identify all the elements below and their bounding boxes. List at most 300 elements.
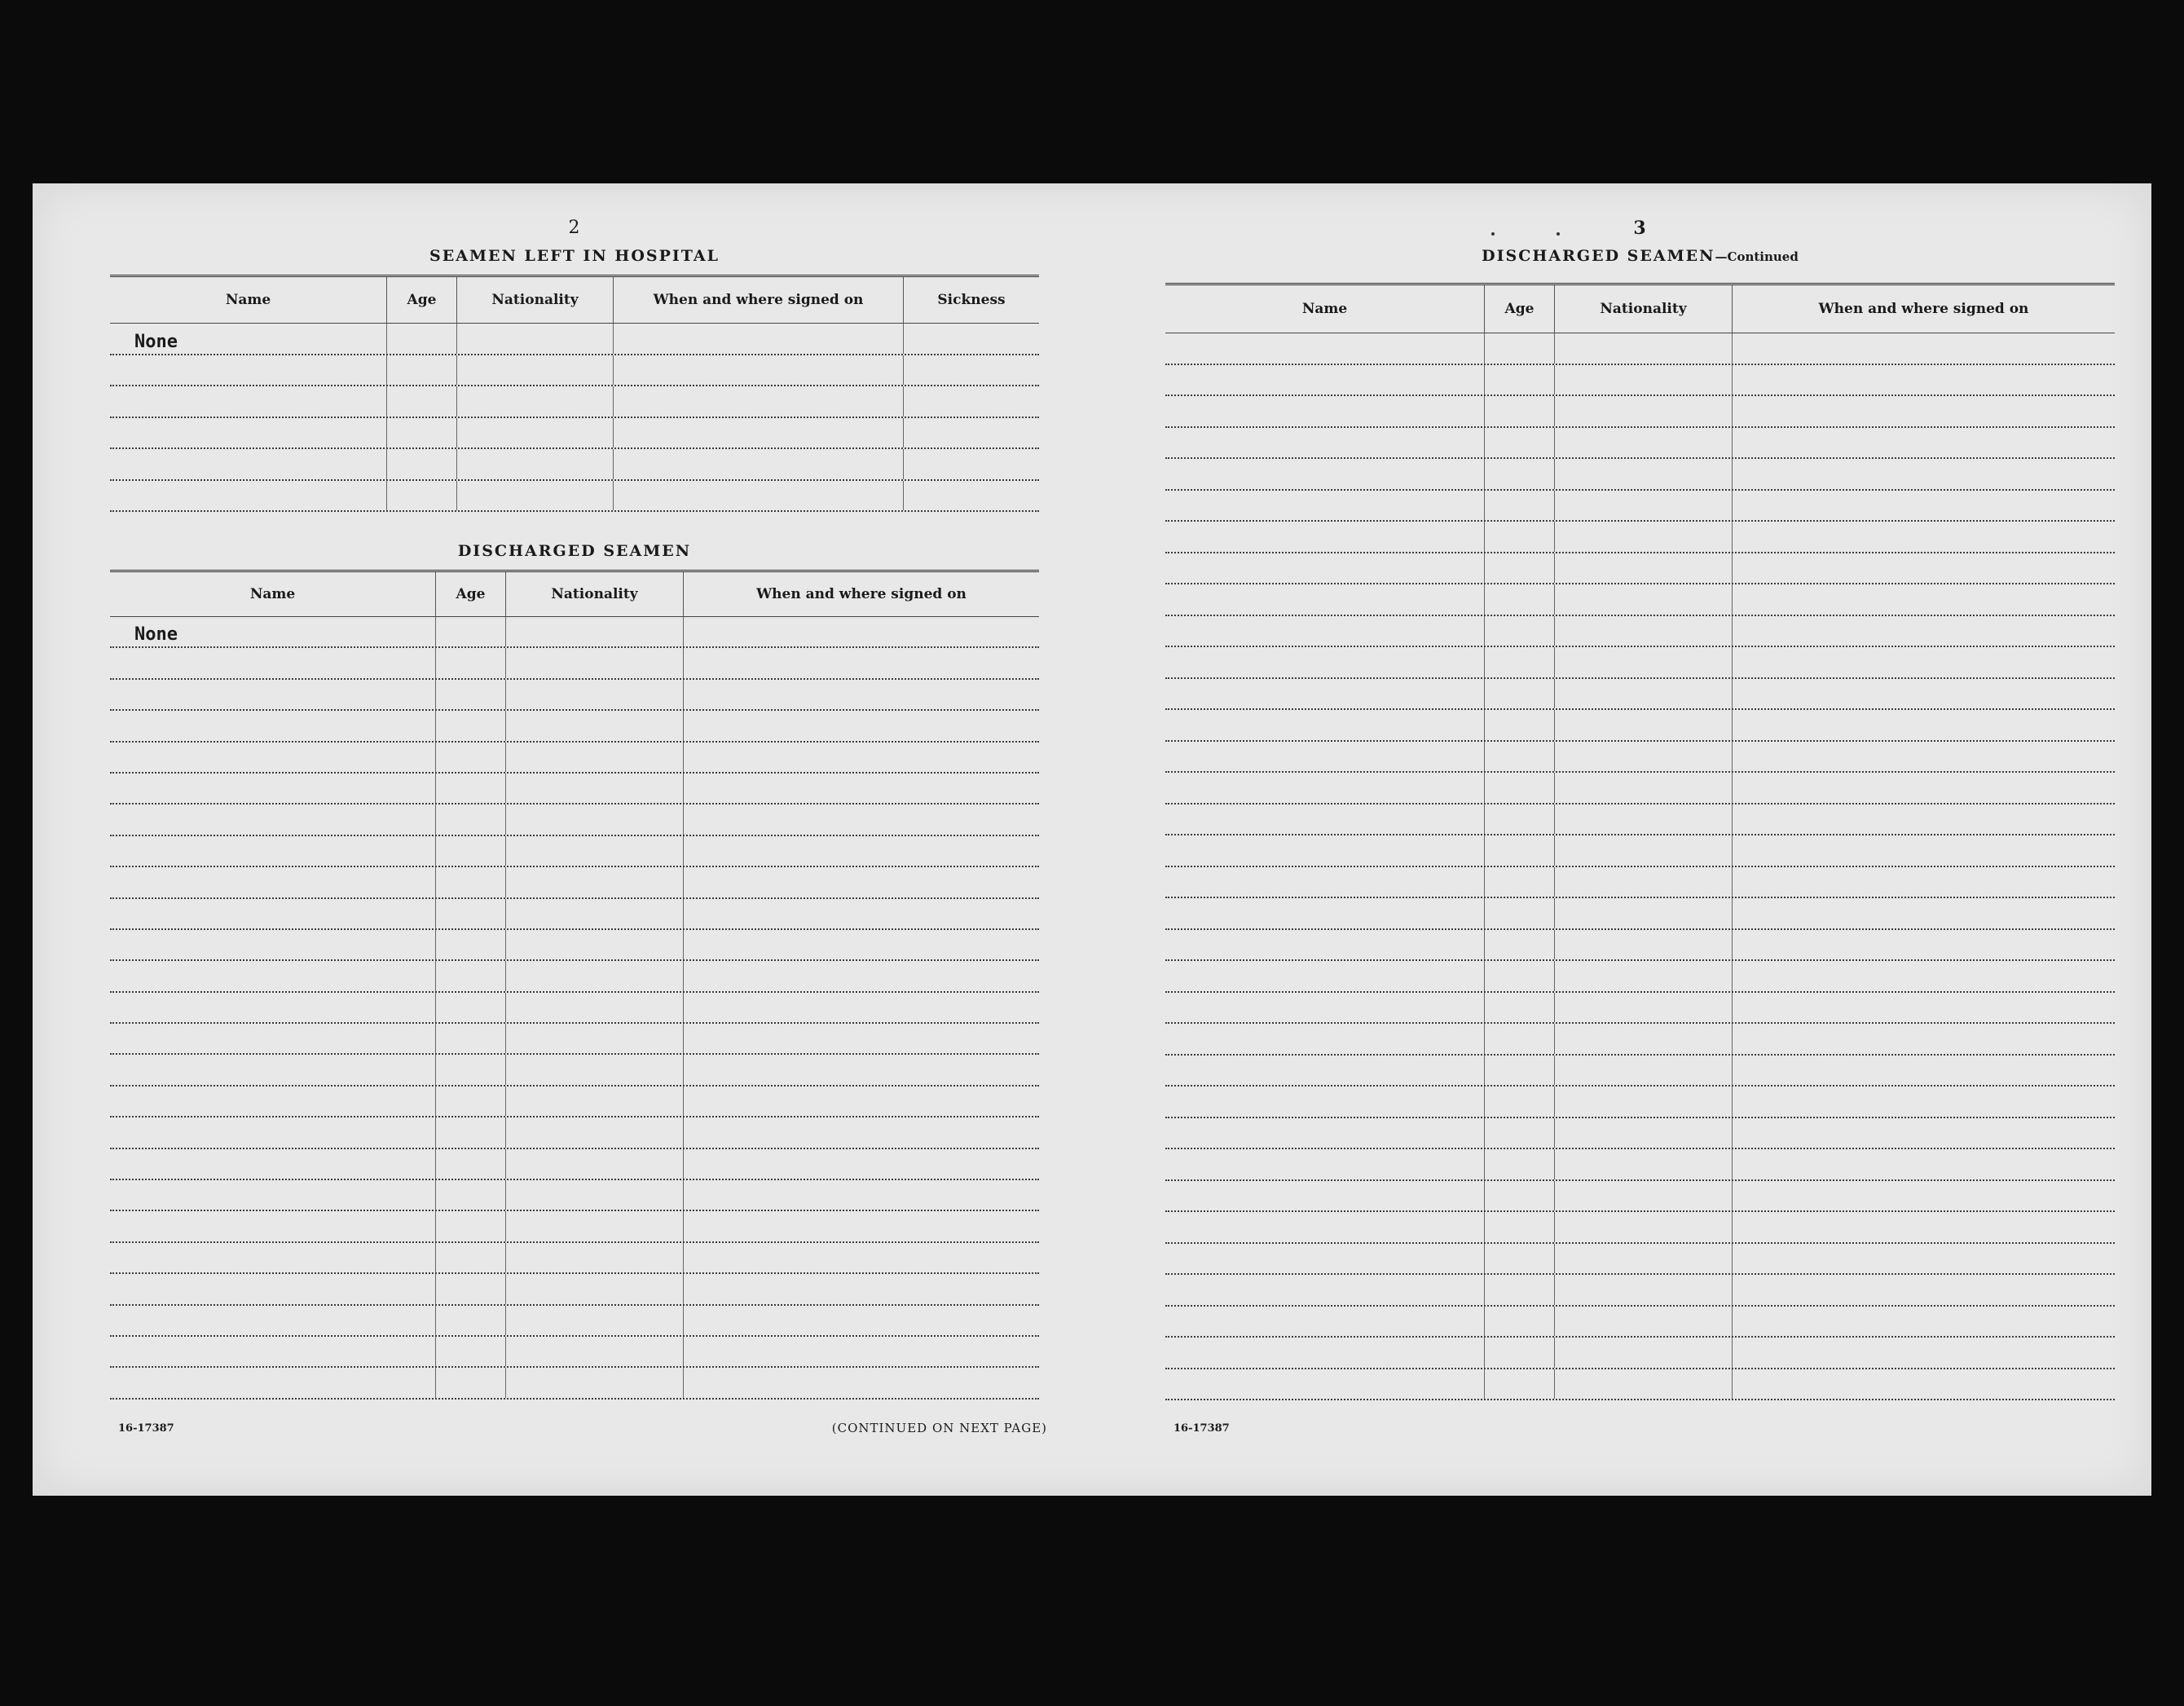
cell-when-and-where-signed-on	[1733, 1369, 2115, 1400]
table-row	[1165, 1212, 2115, 1244]
cell-nationality	[1555, 491, 1733, 521]
column-header-nationality: Nationality	[457, 277, 614, 323]
table-row	[110, 993, 1039, 1024]
table-row	[110, 1087, 1039, 1117]
cell-name	[1165, 491, 1485, 521]
cell-when-and-where-signed-on	[1733, 773, 2115, 803]
cell-age	[1485, 1275, 1555, 1305]
table-row	[1165, 647, 2115, 679]
cell-nationality	[1555, 742, 1733, 772]
cell-age	[1485, 647, 1555, 677]
table-row	[110, 418, 1039, 450]
cell-nationality	[1555, 805, 1733, 835]
cell-when-and-where-signed-on	[684, 1368, 1039, 1397]
cell-age	[1485, 993, 1555, 1023]
hospital-table-rows	[110, 324, 1039, 512]
cell-when-and-where-signed-on	[684, 899, 1039, 928]
right-page	[1165, 183, 2115, 1496]
left-page	[110, 183, 1047, 1496]
cell-nationality	[457, 324, 614, 354]
column-header-when-and-where-signed-on: When and where signed on	[756, 586, 967, 602]
cell-age	[1485, 1369, 1555, 1400]
cell-when-and-where-signed-on	[1733, 459, 2115, 489]
table-row	[1165, 1275, 2115, 1307]
cell-name	[1165, 1369, 1485, 1400]
cell-age	[1485, 1181, 1555, 1211]
cell-nationality	[1555, 835, 1733, 866]
cell-age	[436, 743, 506, 772]
right-section-title	[1165, 247, 2115, 265]
cell-when-and-where-signed-on	[1733, 961, 2115, 991]
column-header-age: Age	[436, 572, 506, 616]
discharged-table-rows	[110, 617, 1039, 1400]
cell-name: None	[110, 617, 436, 646]
cell-nationality	[1555, 898, 1733, 928]
cell-nationality	[506, 899, 684, 928]
cell-nationality	[457, 481, 614, 511]
column-header-name: Name	[110, 277, 387, 323]
cell-when-and-where-signed-on	[684, 1337, 1039, 1366]
cell-age	[1485, 742, 1555, 772]
cell-age	[436, 1055, 506, 1084]
table-row	[110, 743, 1039, 774]
cell-nationality	[1555, 616, 1733, 646]
cell-name	[110, 899, 436, 928]
table-row	[110, 386, 1039, 418]
cell-name	[110, 993, 436, 1022]
cell-when-and-where-signed-on	[684, 1087, 1039, 1116]
cell-nationality	[1555, 1212, 1733, 1242]
cell-when-and-where-signed-on	[1733, 1181, 2115, 1211]
cell-age	[1485, 930, 1555, 960]
cell-when-and-where-signed-on	[1733, 396, 2115, 426]
table-row	[110, 1055, 1039, 1086]
cell-age	[387, 449, 457, 479]
cell-when-and-where-signed-on	[1733, 553, 2115, 584]
cell-age	[1485, 835, 1555, 866]
cell-when-and-where-signed-on	[1733, 584, 2115, 615]
cell-nationality	[1555, 1369, 1733, 1400]
cell-age	[1485, 396, 1555, 426]
cell-when-and-where-signed-on	[614, 418, 904, 448]
cell-name	[1165, 1307, 1485, 1337]
cell-age	[1485, 1338, 1555, 1368]
cell-when-and-where-signed-on	[684, 836, 1039, 866]
cell-age	[436, 1180, 506, 1210]
cell-when-and-where-signed-on	[614, 355, 904, 386]
cell-when-and-where-signed-on	[1733, 1149, 2115, 1179]
cell-age	[436, 899, 506, 928]
cell-nationality	[1555, 867, 1733, 897]
cell-name	[110, 1368, 436, 1397]
table-row	[110, 1306, 1039, 1337]
cell-age	[1485, 1024, 1555, 1054]
cell-nationality	[506, 743, 684, 772]
column-header-age: Age	[1485, 285, 1555, 333]
table-row	[1165, 867, 2115, 899]
table-row	[1165, 993, 2115, 1025]
cell-age	[436, 993, 506, 1022]
cell-nationality	[506, 680, 684, 709]
cell-name	[1165, 1118, 1485, 1148]
cell-age	[1485, 867, 1555, 897]
cell-nationality	[506, 1274, 684, 1303]
table-row	[1165, 616, 2115, 648]
cell-when-and-where-signed-on	[1733, 333, 2115, 364]
cell-nationality	[506, 1243, 684, 1272]
cell-when-and-where-signed-on	[684, 1306, 1039, 1335]
cell-age	[1485, 584, 1555, 615]
cell-age	[436, 1337, 506, 1366]
cell-nationality	[506, 1180, 684, 1210]
cell-when-and-where-signed-on	[1733, 867, 2115, 897]
cell-name	[110, 1024, 436, 1053]
cell-nationality	[1555, 553, 1733, 584]
hospital-table-header	[110, 277, 1039, 324]
cell-nationality	[1555, 1338, 1733, 1368]
cell-age	[1485, 491, 1555, 521]
cell-name	[1165, 428, 1485, 458]
cell-name	[1165, 1212, 1485, 1242]
cell-age	[387, 386, 457, 417]
column-header-nationality: Nationality	[1555, 285, 1733, 333]
cell-age	[387, 418, 457, 448]
cell-when-and-where-signed-on	[1733, 1118, 2115, 1148]
cell-age	[436, 961, 506, 990]
cell-name	[1165, 1181, 1485, 1211]
table-row	[110, 1149, 1039, 1180]
cell-nationality	[1555, 1307, 1733, 1337]
cell-nationality	[1555, 1056, 1733, 1086]
cell-name	[1165, 1244, 1485, 1274]
cell-name	[110, 836, 436, 866]
cell-when-and-where-signed-on	[684, 774, 1039, 803]
cell-name	[1165, 835, 1485, 866]
cell-age	[436, 1243, 506, 1272]
cell-name	[1165, 1024, 1485, 1054]
cell-name	[1165, 898, 1485, 928]
cell-age	[436, 774, 506, 803]
cell-name	[110, 449, 387, 479]
cell-name	[1165, 1087, 1485, 1117]
right-table-header	[1165, 285, 2115, 333]
cell-age	[1485, 522, 1555, 552]
cell-nationality	[1555, 647, 1733, 677]
table-row	[1165, 898, 2115, 930]
cell-name	[110, 1180, 436, 1210]
cell-nationality	[506, 1149, 684, 1179]
cell-nationality	[506, 1337, 684, 1366]
cell-when-and-where-signed-on	[1733, 898, 2115, 928]
form-code-left: 16-17387	[118, 1422, 174, 1435]
right-table-rows	[1165, 333, 2115, 1400]
cell-name	[110, 930, 436, 959]
cell-age	[1485, 898, 1555, 928]
cell-name	[1165, 961, 1485, 991]
column-header-when-and-where-signed-on: When and where signed on	[1818, 301, 2029, 317]
cell-age	[1485, 773, 1555, 803]
table-row	[110, 648, 1039, 679]
cell-name	[110, 1087, 436, 1116]
cell-name	[1165, 396, 1485, 426]
right-title-main: DISCHARGED SEAMEN	[1482, 247, 1715, 265]
cell-name	[110, 1117, 436, 1147]
table-row	[110, 324, 1039, 355]
cell-nationality	[506, 774, 684, 803]
cell-nationality	[506, 1117, 684, 1147]
table-row	[110, 1368, 1039, 1399]
table-row	[1165, 1024, 2115, 1056]
cell-name	[1165, 805, 1485, 835]
table-row	[110, 617, 1039, 648]
cell-when-and-where-signed-on	[684, 1024, 1039, 1053]
cell-when-and-where-signed-on	[1733, 1087, 2115, 1117]
cell-when-and-where-signed-on	[684, 1274, 1039, 1303]
cell-name	[110, 481, 387, 511]
table-row	[110, 1024, 1039, 1055]
column-header-sickness: Sickness	[937, 292, 1006, 308]
cell-nationality	[1555, 584, 1733, 615]
cell-name	[1165, 773, 1485, 803]
table-row	[110, 930, 1039, 961]
table-row	[110, 449, 1039, 481]
table-row	[110, 1117, 1039, 1148]
cell-age	[1485, 553, 1555, 584]
table-row	[1165, 365, 2115, 397]
cell-sickness	[904, 386, 1039, 417]
cell-name	[1165, 1338, 1485, 1368]
cell-name	[1165, 1056, 1485, 1086]
cell-age	[1485, 961, 1555, 991]
cell-nationality	[457, 449, 614, 479]
discharged-table	[110, 570, 1039, 1400]
cell-age	[1485, 1087, 1555, 1117]
cell-when-and-where-signed-on	[1733, 1024, 2115, 1054]
cell-age	[436, 617, 506, 646]
table-row	[110, 805, 1039, 835]
cell-age	[1485, 710, 1555, 740]
cell-nationality	[1555, 365, 1733, 395]
cell-name	[110, 961, 436, 990]
cell-age	[436, 1211, 506, 1241]
table-row	[110, 1274, 1039, 1305]
form-code-right: 16-17387	[1173, 1422, 1230, 1435]
table-row	[1165, 835, 2115, 867]
table-row	[1165, 459, 2115, 491]
cell-age	[387, 324, 457, 354]
cell-age	[436, 648, 506, 677]
cell-name	[110, 1337, 436, 1366]
cell-when-and-where-signed-on	[684, 711, 1039, 740]
cell-when-and-where-signed-on	[684, 680, 1039, 709]
cell-when-and-where-signed-on	[1733, 742, 2115, 772]
cell-name	[1165, 647, 1485, 677]
cell-name	[110, 1055, 436, 1084]
page-number-left: 2	[568, 218, 581, 238]
right-discharged-table	[1165, 283, 2115, 1400]
cell-name	[1165, 679, 1485, 709]
cell-name	[1165, 584, 1485, 615]
cell-name	[1165, 710, 1485, 740]
table-row	[1165, 773, 2115, 805]
cell-when-and-where-signed-on	[1733, 647, 2115, 677]
cell-age	[436, 1024, 506, 1053]
column-header-when-and-where-signed-on: When and where signed on	[614, 277, 904, 323]
ledger-sheet	[33, 183, 2151, 1496]
table-row	[1165, 333, 2115, 365]
cell-name	[110, 805, 436, 834]
cell-nationality	[457, 418, 614, 448]
cell-nationality	[506, 1024, 684, 1053]
cell-age	[1485, 616, 1555, 646]
cell-name	[1165, 993, 1485, 1023]
cell-when-and-where-signed-on	[684, 648, 1039, 677]
cell-sickness	[904, 355, 1039, 386]
cell-sickness	[904, 324, 1039, 354]
table-row	[1165, 961, 2115, 993]
cell-age	[436, 711, 506, 740]
cell-name	[1165, 459, 1485, 489]
cell-nationality	[1555, 993, 1733, 1023]
cell-nationality	[506, 711, 684, 740]
table-row	[1165, 1087, 2115, 1118]
cell-when-and-where-signed-on	[684, 1055, 1039, 1084]
cell-when-and-where-signed-on	[1733, 1275, 2115, 1305]
cell-when-and-where-signed-on	[684, 1117, 1039, 1147]
discharged-section-title: DISCHARGED SEAMEN	[457, 542, 692, 560]
cell-age	[436, 805, 506, 834]
cell-nationality	[506, 930, 684, 959]
table-row	[1165, 1244, 2115, 1276]
cell-nationality	[1555, 333, 1733, 364]
cell-age	[1485, 428, 1555, 458]
cell-when-and-where-signed-on	[614, 481, 904, 511]
cell-nationality	[506, 805, 684, 834]
right-title-continued: —Continued	[1715, 249, 1799, 264]
cell-age	[1485, 1149, 1555, 1179]
table-row	[1165, 679, 2115, 711]
cell-nationality	[506, 836, 684, 866]
table-row	[1165, 428, 2115, 460]
cell-nationality	[1555, 930, 1733, 960]
cell-age	[436, 930, 506, 959]
cell-name	[110, 711, 436, 740]
cell-nationality	[1555, 1181, 1733, 1211]
cell-age	[1485, 459, 1555, 489]
table-row	[110, 774, 1039, 805]
cell-when-and-where-signed-on	[1733, 491, 2115, 521]
cell-when-and-where-signed-on	[684, 961, 1039, 990]
cell-when-and-where-signed-on	[1733, 365, 2115, 395]
table-row	[1165, 491, 2115, 522]
cell-age	[1485, 1307, 1555, 1337]
cell-sickness	[904, 418, 1039, 448]
table-row	[110, 711, 1039, 742]
hospital-table	[110, 275, 1039, 512]
cell-when-and-where-signed-on	[614, 449, 904, 479]
cell-name	[110, 418, 387, 448]
cell-name	[110, 1274, 436, 1303]
cell-when-and-where-signed-on	[1733, 835, 2115, 866]
cell-age	[1485, 1056, 1555, 1086]
column-header-nationality: Nationality	[506, 572, 684, 616]
cell-age	[387, 355, 457, 386]
cell-name	[110, 1211, 436, 1241]
cell-age	[436, 1306, 506, 1335]
cell-when-and-where-signed-on	[614, 324, 904, 354]
cell-name	[1165, 867, 1485, 897]
cell-name	[1165, 930, 1485, 960]
cell-nationality	[506, 617, 684, 646]
cell-when-and-where-signed-on	[1733, 710, 2115, 740]
cell-name	[110, 680, 436, 709]
continued-note: (CONTINUED ON NEXT PAGE)	[831, 1421, 1047, 1435]
cell-nationality	[506, 867, 684, 897]
cell-nationality	[1555, 1149, 1733, 1179]
cell-name	[110, 867, 436, 897]
cell-when-and-where-signed-on	[1733, 616, 2115, 646]
table-row	[110, 1180, 1039, 1211]
cell-when-and-where-signed-on	[684, 1211, 1039, 1241]
cell-when-and-where-signed-on	[1733, 1338, 2115, 1368]
cell-when-and-where-signed-on	[1733, 1212, 2115, 1242]
cell-nationality	[1555, 459, 1733, 489]
table-row	[1165, 1149, 2115, 1181]
column-header-name: Name	[110, 572, 436, 616]
column-header-age: Age	[387, 277, 457, 323]
cell-name	[110, 648, 436, 677]
cell-age	[387, 481, 457, 511]
cell-when-and-where-signed-on	[1733, 993, 2115, 1023]
table-row	[1165, 584, 2115, 616]
cell-nationality	[1555, 1244, 1733, 1274]
cell-name	[1165, 522, 1485, 552]
cell-name	[110, 743, 436, 772]
cell-nationality	[506, 1211, 684, 1241]
cell-when-and-where-signed-on	[1733, 522, 2115, 552]
cell-nationality	[1555, 1087, 1733, 1117]
cell-age	[436, 1149, 506, 1179]
cell-sickness	[904, 481, 1039, 511]
table-row	[110, 836, 1039, 867]
discharged-table-header	[110, 572, 1039, 617]
cell-age	[1485, 333, 1555, 364]
table-row	[110, 1337, 1039, 1368]
table-row	[1165, 710, 2115, 742]
table-row	[1165, 522, 2115, 553]
cell-age	[436, 836, 506, 866]
cell-nationality	[1555, 396, 1733, 426]
cell-when-and-where-signed-on	[684, 1149, 1039, 1179]
cell-age	[1485, 1244, 1555, 1274]
table-row	[1165, 1118, 2115, 1150]
table-row	[1165, 396, 2115, 428]
cell-age	[1485, 679, 1555, 709]
cell-when-and-where-signed-on	[684, 617, 1039, 646]
cell-when-and-where-signed-on	[684, 1180, 1039, 1210]
cell-name	[110, 1149, 436, 1179]
cell-when-and-where-signed-on	[1733, 805, 2115, 835]
cell-when-and-where-signed-on	[684, 993, 1039, 1022]
table-row	[1165, 553, 2115, 585]
cell-name	[1165, 365, 1485, 395]
table-row	[1165, 1181, 2115, 1213]
cell-name	[1165, 553, 1485, 584]
cell-when-and-where-signed-on	[684, 867, 1039, 897]
cell-when-and-where-signed-on	[1733, 428, 2115, 458]
cell-age	[436, 1274, 506, 1303]
cell-age	[436, 1368, 506, 1397]
